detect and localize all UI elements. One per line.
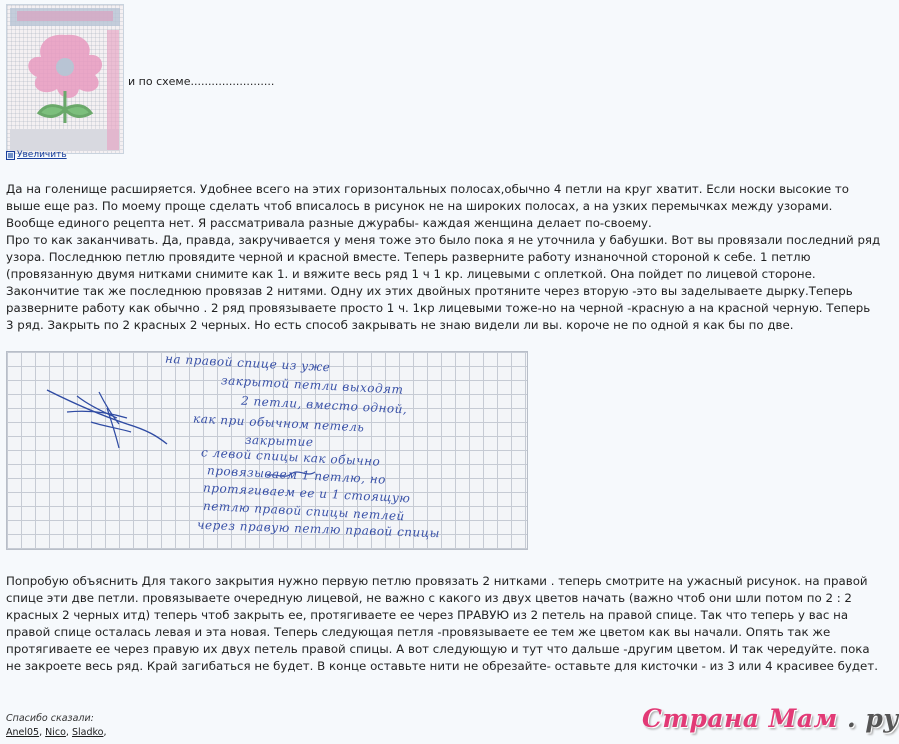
- text-line: Закончитие так же последнюю провязав 2 нитями. Одну их этих двойных протяните через вторую -это вы заделываете дырку.Теперь: [6, 284, 853, 298]
- enlarge-link[interactable]: [6, 150, 67, 160]
- text-line: 3 ряд. Закрыть по 2 красных 2 черных. Но есть способ закрывать не знаю видели ли вы. короче не по одной я как бы по две.: [6, 318, 794, 332]
- note-line: закрытие: [244, 432, 314, 450]
- knitting-chart-graphic: [7, 5, 123, 153]
- text-line: красных 2 черных итд) теперь чтоб закрыть ее, протягиваете ее через ПРАВУЮ из 2 петель на правой спице. Так что теперь у вас на: [6, 608, 849, 622]
- knitting-chart-image[interactable]: [6, 4, 124, 154]
- logo-suffix: . ру: [847, 704, 899, 733]
- site-logo-watermark: [642, 704, 899, 733]
- enlarge-icon: [6, 151, 15, 160]
- scheme-thumbnail[interactable]: [6, 4, 124, 154]
- note-line: протягиваем ее и 1 стоящую: [202, 480, 411, 506]
- post-paragraph-2: [6, 573, 878, 675]
- text-line: Да на голенище расширяется. Удобнее всего на этих горизонтальных полосах,обычно 4 петли на круг хватит. Если носки высокие то: [6, 182, 849, 196]
- thanks-users: Anel05, Nico, Sladko,: [6, 727, 107, 738]
- note-line: на правой спице из уже: [164, 351, 331, 375]
- note-line: как при обычном петель: [192, 411, 365, 435]
- note-line: через правую петлю правой спицы: [196, 517, 441, 541]
- text-line: правой спице осталась левая и эта новая. Теперь следующая петля -провязываете ее тем же цветом как вы начали. Опять так же: [6, 625, 831, 639]
- text-line: (провязанную двумя нитками снимите как 1. и вяжите весь ряд 1 ч 1 кр. лицевыми с оплеткой. Она пойдет по лицевой стороне.: [6, 267, 816, 281]
- text-line: Вообще единого рецепта нет. Я рассматривала разные джурабы- каждая женщина делает по-своему.: [6, 216, 652, 230]
- thanks-user-link[interactable]: Anel05: [6, 727, 40, 738]
- text-line: Про то как заканчивать. Да, правда, закручивается у меня тоже это было пока я не уточнила у бабушки. Вот вы провязали последний ряд: [6, 233, 881, 247]
- note-line: с левой спицы как обычно: [200, 445, 381, 469]
- logo-text: Страна Мам: [642, 704, 838, 733]
- enlarge-label[interactable]: Увеличить: [17, 150, 67, 160]
- note-line: петлю правой спицы петлей: [202, 498, 406, 524]
- text-line: спице эти две петли. провязываете очередную лицевой, не важно с какого из двух цветов начать (важно чтоб они шли потом по 2 : 2: [6, 591, 852, 605]
- scheme-caption: и по схеме........................: [128, 75, 275, 88]
- text-line: выше еще раз. По моему проще сделать чтоб вписалось в рисунок не на широких полосах, а на узких перемычках между узорами.: [6, 199, 833, 213]
- text-line: протягиваете ее через правую их двух петель правой спицы. А вот следующую и тут что дальше -другим цветом. И так чередуйте. пока: [6, 642, 870, 656]
- note-line: 2 петли, вместо одной,: [240, 393, 408, 417]
- thanks-user-link[interactable]: Sladko: [71, 727, 104, 738]
- text-line: разверните работу как обычно . 2 ряд провязываете просто 1 ч. 1кр лицевыми тоже-но на черной -красную а на красной черную. Теперь: [6, 301, 871, 315]
- note-line: закрытой петли выходят: [220, 373, 404, 397]
- post-paragraph-1: [6, 181, 881, 334]
- text-line: Попробую объяснить Для такого закрытия нужно первую петлю провязать 2 нитками . теперь смотрите на ужасный рисунок. на правой: [6, 574, 868, 588]
- thanks-user-link[interactable]: Nico: [45, 727, 66, 738]
- handwritten-note-photo: [6, 351, 528, 550]
- text-line: не закроете весь ряд. Край загибаться не будет. В конце оставьте нити не обрезайте- оставьте для кисточки - из 3 или 4 красивее будет.: [6, 659, 878, 673]
- text-line: узора. Последнюю петлю провядите черной и красной вместе. Теперь разверните работу изнаночной стороной к себе. 1 петлю: [6, 250, 811, 264]
- note-line: провязываем 1 петлю, но: [206, 463, 387, 487]
- thanks-label: Спасибо сказали:: [6, 713, 94, 724]
